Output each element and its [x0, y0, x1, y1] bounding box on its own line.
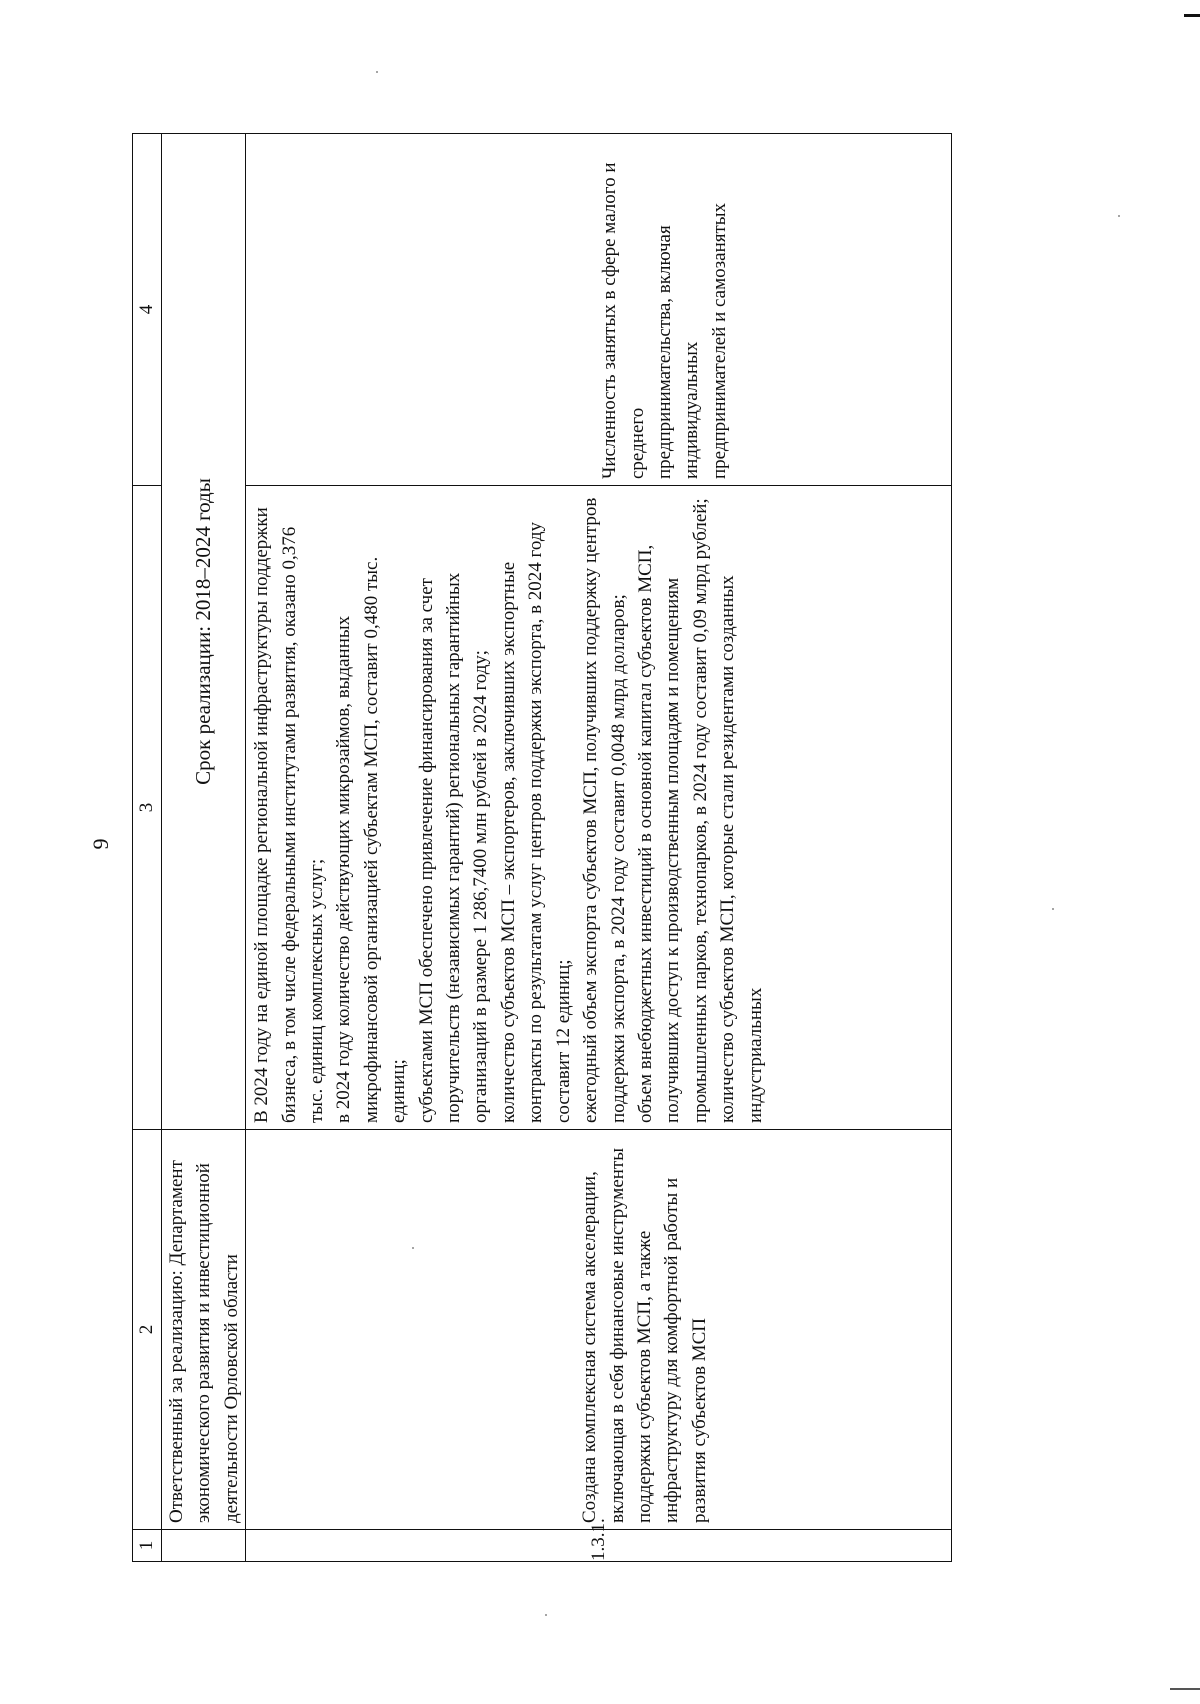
row-number: 1.3.1. — [246, 1530, 952, 1562]
scan-speck — [376, 71, 378, 73]
row-indicator-cell — [246, 134, 952, 486]
result-item: количество субъектов МСП – экспортеров, заключивших экспортные контракты по результатам услуг центров поддержки экспорта, в 2024 году составит 12 единиц; — [497, 522, 574, 1123]
column-number-1: 1 — [133, 1530, 162, 1562]
scan-speck — [412, 1247, 414, 1249]
result-item: объем внебюджетных инвестиций в основной капитал субъектов МСП, получивших доступ к производственным площадям и помещениям промышленных парков, технопарков, в 2024 году составит 0,09 млрд рублей; — [634, 498, 711, 1123]
result-item: количество субъектов МСП, которые стали резидентами созданных индустриальных — [717, 575, 766, 1123]
row-description: Создана комплексная система акселерации, включающая в себя финансовые инструменты поддержки субъектов МСП, а также инфраструктуру для комфортной работы и развития субъектов МСП — [579, 1148, 710, 1523]
result-item: субъектами МСП обеспечено привлечение финансирования за счет поручительств (независимых гарантий) региональных гарантийных организаций в размере 1 286,7400 млн рублей в 2024 году; — [415, 572, 492, 1123]
responsible-row — [162, 134, 246, 1562]
row-description-cell — [246, 1130, 952, 1530]
row-results-cell — [246, 486, 952, 1130]
result-item: В 2024 году на единой площадке региональной инфраструктуры поддержки бизнеса, в том числе федеральными институтами развития, оказано 0,376 тыс. единиц комплексных услуг; — [251, 507, 328, 1123]
responsible-department: Ответственный за реализацию: Департамент экономического развития и инвестиционной деятельности Орловской области — [162, 1130, 246, 1530]
row-indicator: Численность занятых в сфере малого и среднего предпринимательства, включая индивидуальных предпринимателей и самозанятых — [599, 162, 730, 479]
column-number-4: 4 — [133, 134, 162, 486]
rotated-table-wrapper — [132, 134, 952, 1562]
scan-speck — [1052, 908, 1054, 910]
responsible-row-blank — [162, 1530, 246, 1562]
program-table — [132, 133, 952, 1562]
column-number-3: 3 — [133, 486, 162, 1130]
result-item: ежегодный объем экспорта субъектов МСП, получивших поддержку центров поддержки экспорта, в 2024 году составит 0,0048 млрд долларов; — [580, 497, 629, 1123]
column-number-2: 2 — [133, 1130, 162, 1530]
column-number-row — [133, 134, 162, 1562]
scan-speck — [545, 1614, 547, 1616]
table-row — [246, 134, 952, 1562]
implementation-term: Срок реализации: 2018–2024 годы — [162, 134, 246, 1130]
result-item: в 2024 году количество действующих микрозаймов, выданных микрофинансовой организацией субъектам МСП, составит 0,480 тыс. единиц; — [333, 556, 410, 1123]
scan-edge-mark — [1184, 14, 1200, 17]
scan-speck — [1118, 215, 1120, 217]
page-number: 9 — [88, 838, 113, 850]
scan-edge-mark-bottom — [1170, 1688, 1200, 1690]
